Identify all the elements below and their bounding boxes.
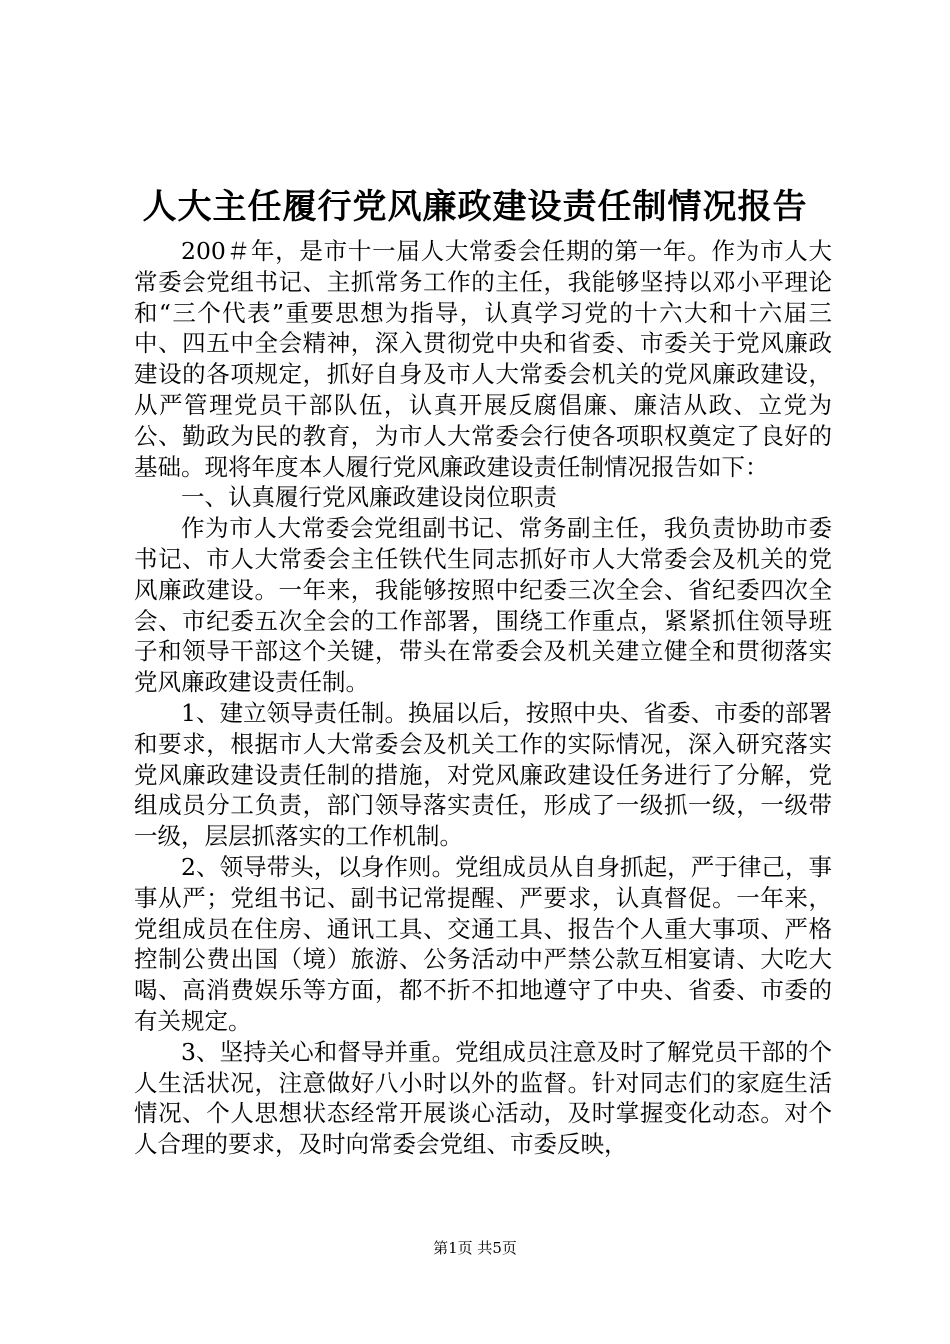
section-heading-1: 一、认真履行党风廉政建设岗位职责	[181, 483, 557, 512]
paragraph-item-2: 2、领导带头，以身作则。党组成员从自身抓起，严于律己，事事从严；党组书记、副书记常提醒、严要求，认真督促。一年来，党组成员在住房、通讯工具、交通工具、报告个人重大事项、严格控制公费出国（境）旅游、公务活动中严禁公款互相宴请、大吃大喝、高消费娱乐等方面，都不折不扣地遵守了中央、省委、市委的有关规定。	[134, 852, 832, 1035]
page-number: 第1页 共5页	[433, 1239, 517, 1257]
document-title: 人大主任履行党风廉政建设责任制情况报告	[142, 187, 808, 227]
paragraph-item-3: 3、坚持关心和督导并重。党组成员注意及时了解党员干部的个人生活状况，注意做好八小时以外的监督。针对同志们的家庭生活情况、个人思想状态经常开展谈心活动，及时掌握变化动态。对个人合理的要求，及时向常委会党组、市委反映，	[134, 1037, 832, 1159]
document-body	[134, 236, 832, 1160]
paragraph-duties: 作为市人大常委会党组副书记、常务副主任，我负责协助市委书记、市人大常委会主任铁代生同志抓好市人大常委会及机关的党风廉政建设。一年来，我能够按照中纪委三次全会、省纪委四次全会、市纪委五次全会的工作部署，围绕工作重点，紧紧抓住领导班子和领导干部这个关键，带头在常委会及机关建立健全和贯彻落实党风廉政建设责任制。	[134, 514, 832, 697]
paragraph-intro: 200＃年，是市十一届人大常委会任期的第一年。作为市人大常委会党组书记、主抓常务工作的主任，我能够坚持以邓小平理论和“三个代表”重要思想为指导，认真学习党的十六大和十六届三中、四五中全会精神，深入贯彻党中央和省委、市委关于党风廉政建设的各项规定，抓好自身及市人大常委会机关的党风廉政建设，从严管理党员干部队伍，认真开展反腐倡廉、廉洁从政、立党为公、勤政为民的教育，为市人大常委会行使各项职权奠定了良好的基础。现将年度本人履行党风廉政建设责任制情况报告如下：	[134, 237, 832, 481]
paragraph-item-1: 1、建立领导责任制。换届以后，按照中央、省委、市委的部署和要求，根据市人大常委会及机关工作的实际情况，深入研究落实党风廉政建设责任制的措施，对党风廉政建设任务进行了分解，党组成员分工负责，部门领导落实责任，形成了一级抓一级，一级带一级，层层抓落实的工作机制。	[134, 698, 832, 851]
